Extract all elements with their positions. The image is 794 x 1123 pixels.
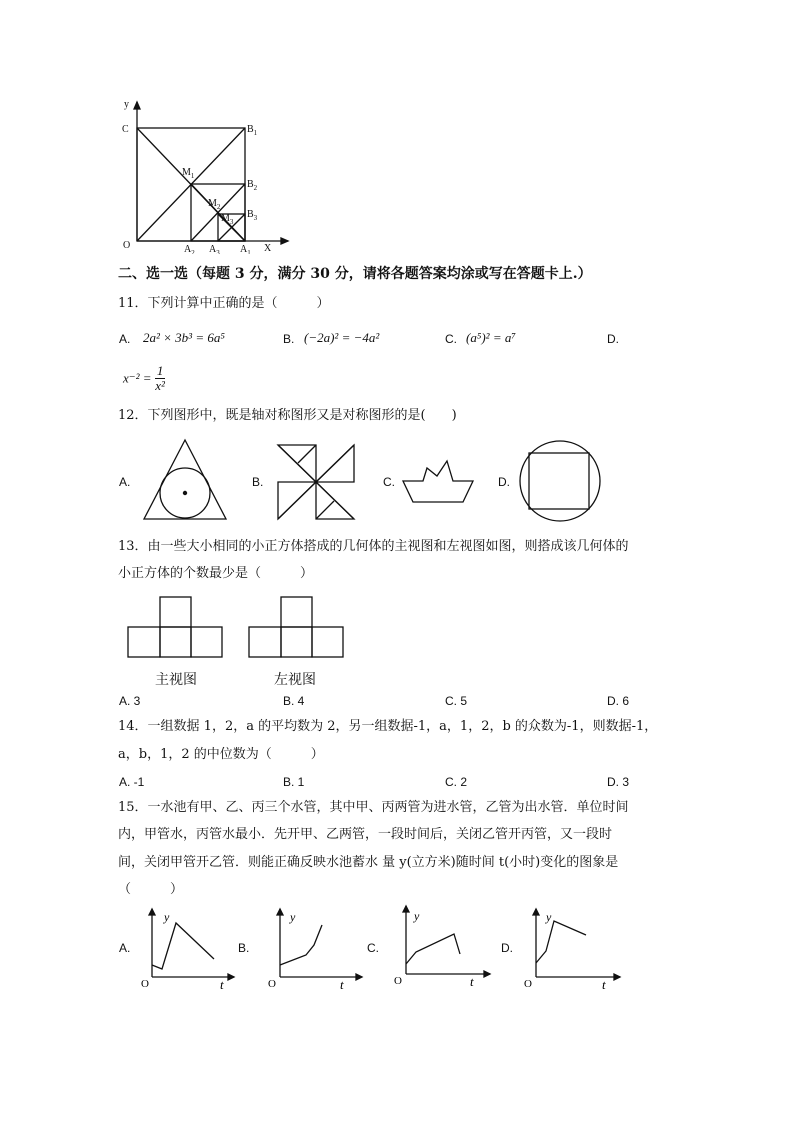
- q15-graph-a-origin: O: [141, 978, 149, 990]
- svg-text:B3: [247, 209, 258, 222]
- q15-graph-d-y-label: y: [546, 910, 552, 924]
- q11-option-c-expr: (a⁵)² = a⁷: [466, 330, 516, 345]
- section-heading: 二、选一选（每题 3 分，满分 30 分，请将各题答案均涂或写在答题卡上.）: [118, 266, 592, 282]
- q15-graph-d: [522, 905, 622, 991]
- q15-graph-b: [266, 905, 366, 991]
- label-b2: B: [247, 179, 254, 190]
- label-b2-sub: 2: [253, 184, 258, 192]
- q15-graph-b-y-label: y: [290, 910, 296, 924]
- q11-d-numerator: 1: [156, 363, 164, 378]
- q11-stem: 11．下列计算中正确的是（ ）: [118, 296, 330, 311]
- label-m1: M: [182, 167, 191, 178]
- q11-option-a-label: A.: [119, 332, 131, 346]
- q13-option-d: D. 6: [607, 694, 630, 708]
- label-m3-sub: 3: [229, 218, 234, 226]
- label-a2: A: [184, 244, 192, 254]
- svg-text:B2: [247, 179, 258, 192]
- label-o: O: [123, 240, 131, 251]
- label-y: y: [124, 99, 129, 110]
- q15-graph-c: [392, 902, 492, 988]
- q13-left-view-caption: 左视图: [274, 672, 316, 688]
- q15-graph-d-label: D.: [501, 941, 513, 955]
- q15-graph-a-y-label: y: [164, 910, 170, 924]
- q12-option-c-label: C.: [383, 475, 395, 489]
- q12-figure-c-paper-boat: [401, 458, 475, 504]
- label-b3: B: [247, 209, 254, 220]
- q11-d-lhs: x⁻² =: [123, 370, 152, 386]
- q13-option-c: C. 5: [445, 694, 468, 708]
- label-m2-sub: 2: [216, 203, 221, 211]
- q15-line1: 15．一水池有甲、乙、丙三个水管，其中甲、丙两管为进水管，乙管为出水管．单位时间: [118, 800, 629, 815]
- label-m1-sub: 1: [190, 172, 195, 180]
- q14-option-b: B. 1: [283, 775, 305, 789]
- q11-option-a-expr: 2a² × 3b³ = 6a⁵: [143, 330, 225, 345]
- q11-option-c-label: C.: [445, 332, 457, 346]
- q13-option-a: A. 3: [119, 694, 141, 708]
- q11-option-d-expr: [123, 364, 165, 393]
- q15-line4: （ ）: [118, 882, 184, 897]
- label-c: C: [122, 124, 129, 135]
- label-a1: A: [240, 244, 248, 254]
- label-x: X: [264, 243, 272, 254]
- q11-option-b-label: B.: [283, 332, 295, 346]
- q14-stem-line2: a，b，1，2 的中位数为（ ）: [118, 747, 324, 762]
- q13-stem-line2: 小正方体的个数最少是（ ）: [118, 566, 314, 581]
- label-a2-sub: 2: [191, 249, 195, 254]
- q12-option-a-label: A.: [119, 475, 131, 489]
- q15-graph-d-origin: O: [524, 978, 532, 990]
- q12-option-b-label: B.: [252, 475, 264, 489]
- q15-graph-b-label: B.: [238, 941, 250, 955]
- label-a3: A: [209, 244, 217, 254]
- q15-graph-a-label: A.: [119, 941, 131, 955]
- q15-graph-b-t-label: t: [340, 977, 344, 991]
- q15-graph-d-t-label: t: [602, 977, 606, 991]
- q12-option-d-label: D.: [498, 475, 510, 489]
- q15-graph-a-t-label: t: [220, 977, 224, 991]
- svg-text:A2: [184, 244, 195, 254]
- q15-graph-b-origin: O: [268, 978, 276, 990]
- q14-option-a: A. -1: [119, 775, 145, 789]
- q15-graph-c-t-label: t: [470, 974, 474, 988]
- q14-option-c: C. 2: [445, 775, 468, 789]
- q12-figure-b-pinwheel: [276, 443, 356, 521]
- label-m3: M: [221, 213, 230, 224]
- label-b1: B: [247, 124, 254, 135]
- svg-text:A1: [240, 244, 251, 254]
- q11-d-fraction: [155, 364, 166, 393]
- q15-graph-c-label: C.: [367, 941, 379, 955]
- q15-graph-a: [138, 905, 238, 991]
- q15-graph-c-y-label: y: [414, 909, 420, 923]
- q11-option-d-label: D.: [607, 332, 619, 346]
- svg-text:A3: [209, 244, 220, 254]
- q12-stem: 12．下列图形中，既是轴对称图形又是对称图形的是( ): [118, 408, 457, 423]
- q11-d-denominator: x²: [155, 378, 165, 393]
- q15-line2: 内，甲管水，丙管水最小．先开甲、乙两管，一段时间后，关闭乙管开丙管，又一段时: [118, 827, 613, 842]
- label-m2: M: [208, 198, 217, 209]
- q12-figure-d-square-in-circle: [515, 439, 605, 523]
- q13-stem-line1: 13．由一些大小相同的小正方体搭成的几何体的主视图和左视图如图，则搭成该几何体的: [118, 539, 629, 554]
- q11-option-b-expr: (−2a)² = −4a²: [304, 330, 380, 345]
- svg-text:B1: [247, 124, 258, 137]
- square-coordinate-figure: [118, 96, 294, 254]
- q13-front-view-caption: 主视图: [155, 672, 197, 688]
- svg-text:M1: [182, 167, 195, 180]
- q15-graph-c-origin: O: [394, 975, 402, 987]
- q14-option-d: D. 3: [607, 775, 630, 789]
- label-b1-sub: 1: [253, 129, 258, 137]
- q15-line3: 间，关闭甲管开乙管．则能正确反映水池蓄水 量 y(立方米)随时间 t(小时)变化的图象是: [118, 855, 619, 870]
- label-a3-sub: 3: [216, 249, 220, 254]
- q12-figure-a-triangle-incircle: [142, 438, 228, 522]
- q13-option-b: B. 4: [283, 694, 305, 708]
- label-b3-sub: 3: [253, 214, 258, 222]
- q13-left-view: [247, 595, 345, 659]
- q13-front-view: [126, 595, 224, 659]
- q14-stem-line1: 14．一组数据 1，2，a 的平均数为 2，另一组数据-1，a，1，2，b 的众数为-1，则数据-1，: [118, 719, 658, 734]
- label-a1-sub: 1: [247, 249, 251, 254]
